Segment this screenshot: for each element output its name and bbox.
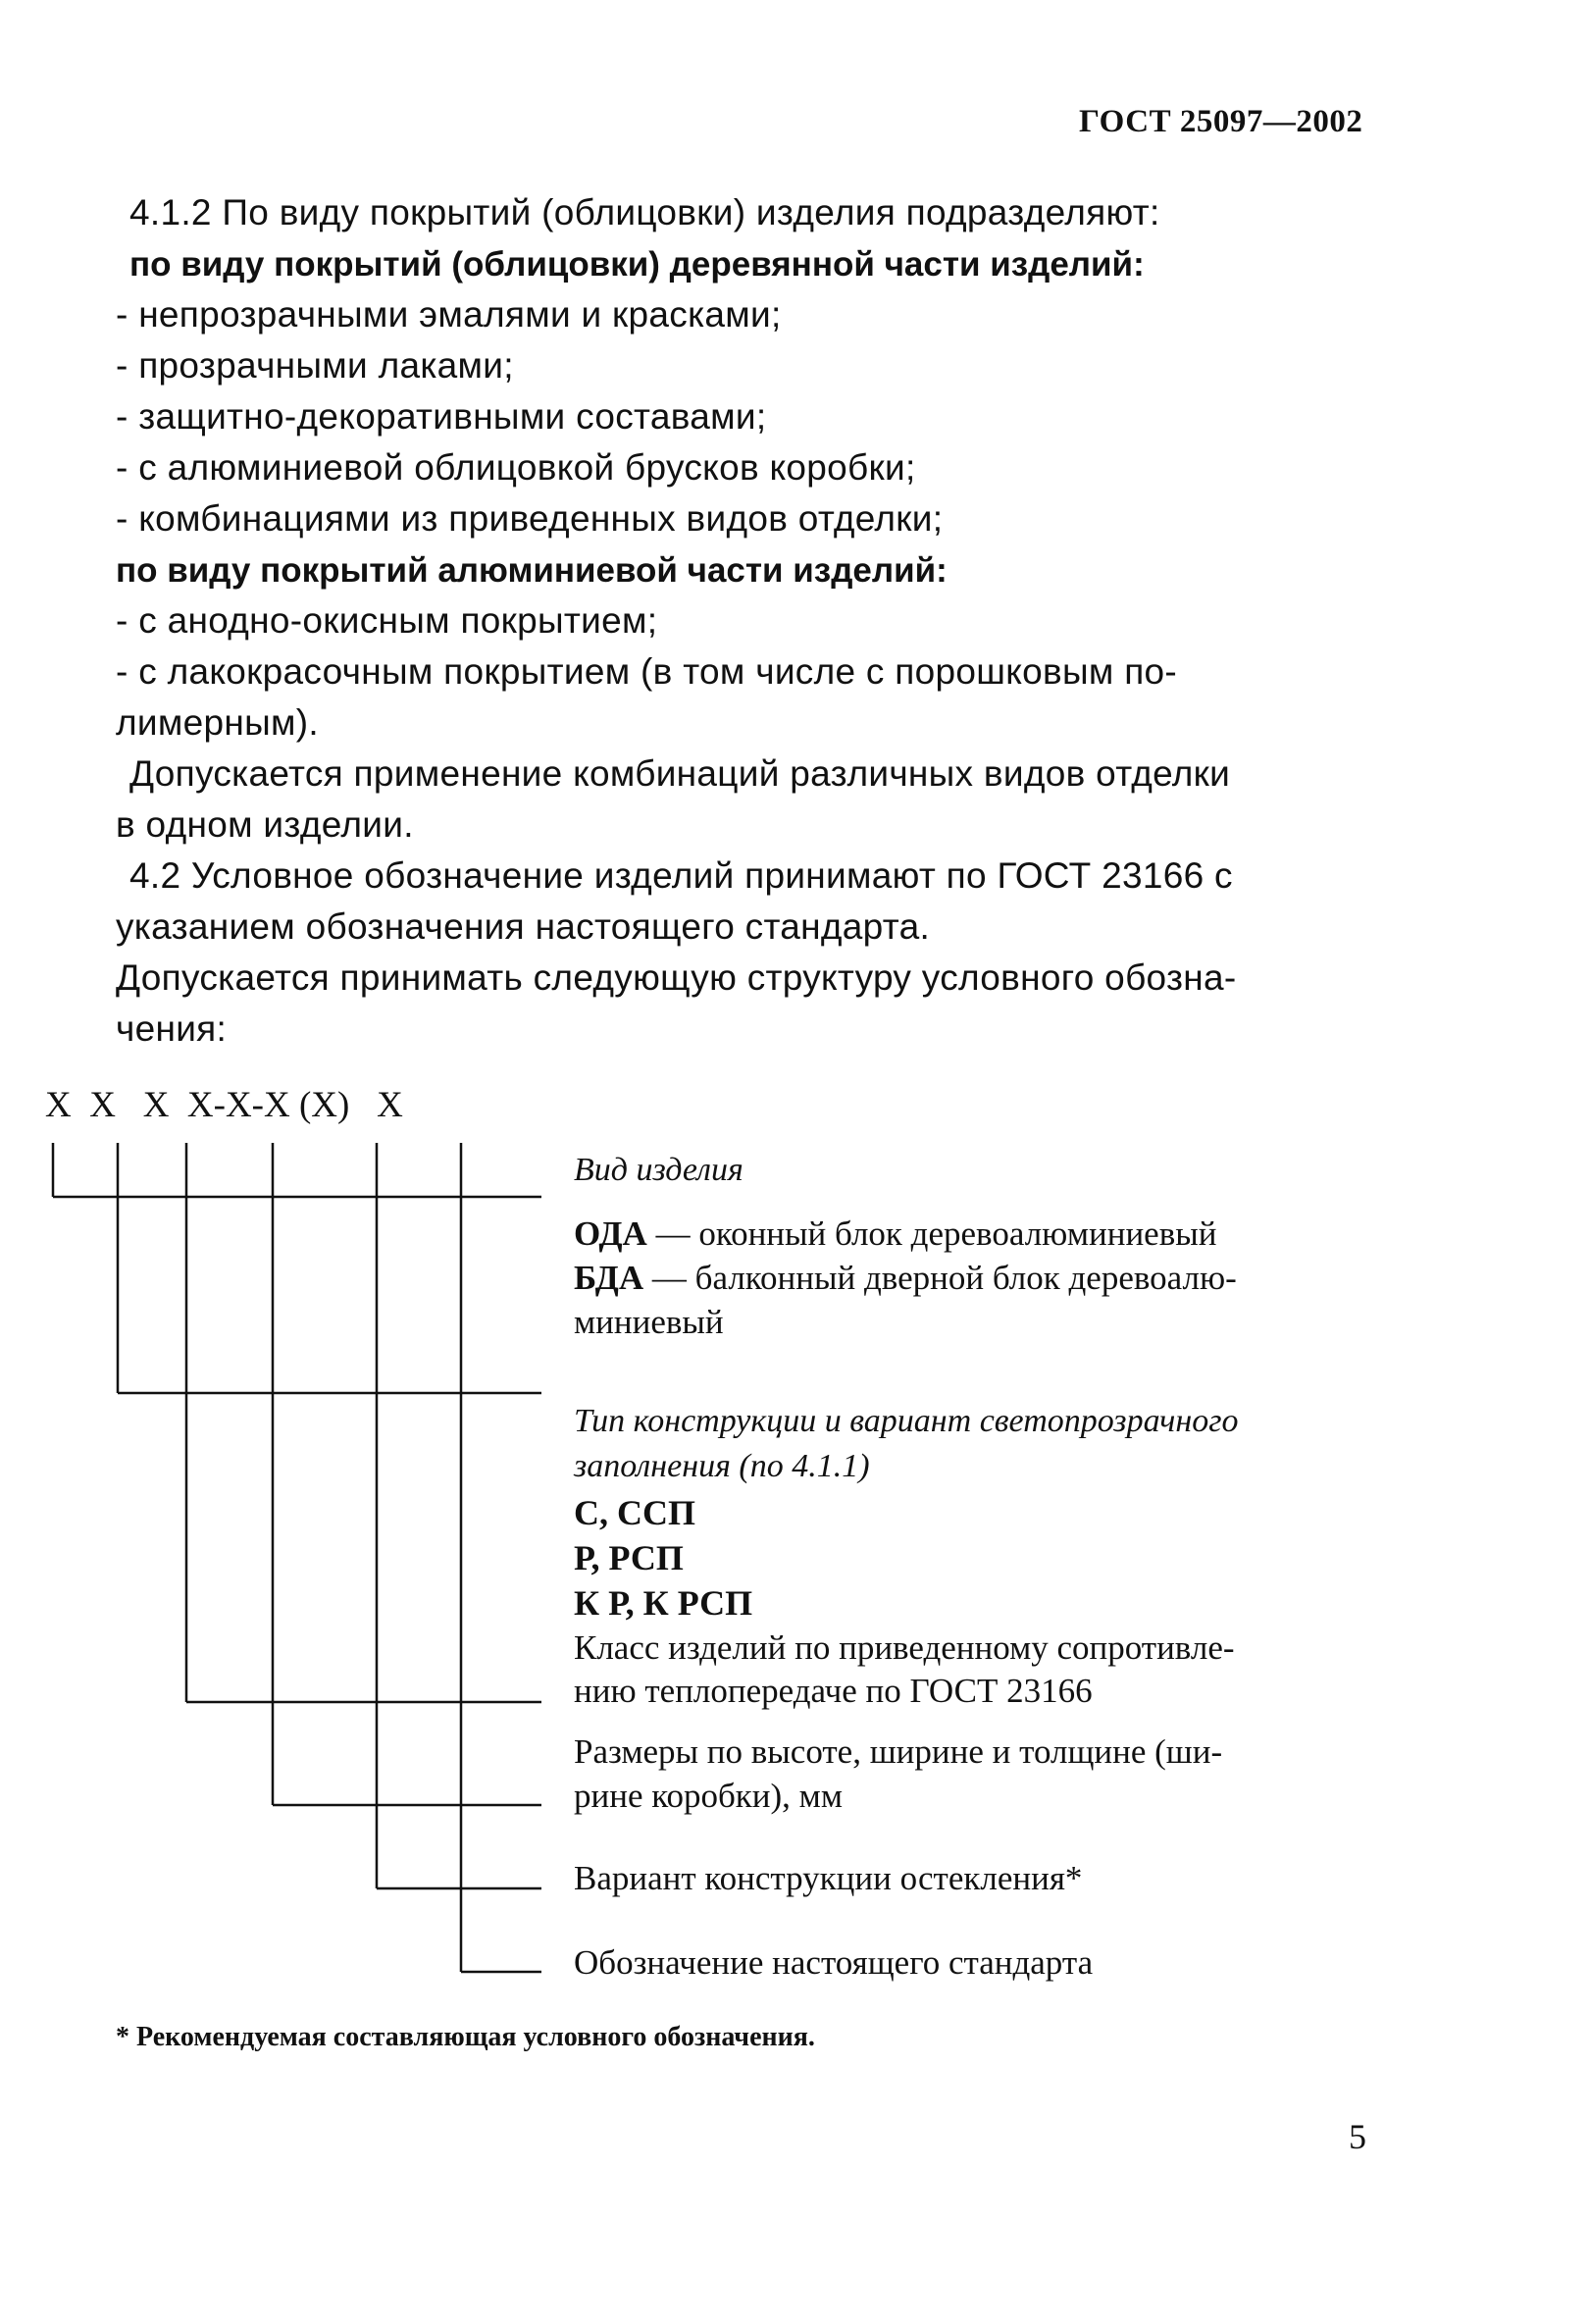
wood-item-3: - защитно-декоративными составами; xyxy=(116,396,767,437)
type-code-2: Р, РСП xyxy=(574,1538,684,1577)
oda-definition xyxy=(574,1216,1217,1251)
type-code-3: К Р, К РСП xyxy=(574,1583,753,1623)
bda-text: — балконный дверной блок деревоалю- xyxy=(643,1259,1237,1297)
oda-code: ОДА xyxy=(574,1214,647,1253)
alu-item-3: лимерным). xyxy=(116,702,319,743)
size-text-line-2: рине коробки), мм xyxy=(574,1777,843,1815)
designation-pattern: X X X X-X-X (X) X xyxy=(45,1085,403,1125)
class-text-line-2: нию теплопередаче по ГОСТ 23166 xyxy=(574,1672,1093,1710)
standard-designation-text: Обозначение настоящего стандарта xyxy=(574,1943,1094,1982)
section-4-2-line-2: указанием обозначения настоящего стандарта. xyxy=(116,906,931,947)
alu-item-2: - с лакокрасочным покрытием (в том числе с порошковым по- xyxy=(116,651,1178,692)
combination-note-line-2: в одном изделии. xyxy=(116,804,414,845)
wood-item-5: - комбинациями из приведенных видов отделки; xyxy=(116,498,944,539)
standard-code-header: ГОСТ 25097—2002 xyxy=(1079,104,1363,139)
section-4-1-2-intro: 4.1.2 По виду покрытий (облицовки) изделия подразделяют: xyxy=(129,192,1160,232)
product-type-title: Вид изделия xyxy=(574,1152,743,1188)
alu-item-1: - с анодно-окисным покрытием; xyxy=(116,600,658,641)
wood-item-4: - с алюминиевой облицовкой брусков коробки; xyxy=(116,447,916,488)
footnote: * Рекомендуемая составляющая условного обозначения. xyxy=(116,2022,815,2052)
construction-type-title-line-2: заполнения (по 4.1.1) xyxy=(574,1448,870,1484)
class-text-line-1: Класс изделий по приведенному сопротивле- xyxy=(574,1628,1235,1667)
wood-item-1: - непрозрачными эмалями и красками; xyxy=(116,294,782,335)
page-number: 5 xyxy=(1349,2117,1366,2156)
wood-coating-heading: по виду покрытий (облицовки) деревянной части изделий: xyxy=(129,245,1145,284)
section-4-2-line-1: 4.2 Условное обозначение изделий принимают по ГОСТ 23166 с xyxy=(129,855,1233,896)
structure-intro-line-1: Допускается принимать следующую структуру условного обозна- xyxy=(116,957,1237,998)
bda-code: БДА xyxy=(574,1259,644,1297)
structure-intro-line-2: чения: xyxy=(116,1008,228,1049)
bda-definition-cont: миниевый xyxy=(574,1303,724,1341)
bda-definition xyxy=(574,1261,1237,1295)
combination-note-line-1: Допускается применение комбинаций различных видов отделки xyxy=(129,753,1231,794)
size-text-line-1: Размеры по высоте, ширине и толщине (ши- xyxy=(574,1732,1223,1771)
construction-type-title-line-1: Тип конструкции и вариант светопрозрачного xyxy=(574,1403,1239,1439)
wood-item-2: - прозрачными лаками; xyxy=(116,345,514,386)
oda-text: — оконный блок деревоалюминиевый xyxy=(646,1214,1217,1253)
glazing-variant-text: Вариант конструкции остекления* xyxy=(574,1859,1083,1897)
aluminium-coating-heading: по виду покрытий алюминиевой части изделий: xyxy=(116,551,948,590)
type-code-1: С, ССП xyxy=(574,1493,695,1532)
